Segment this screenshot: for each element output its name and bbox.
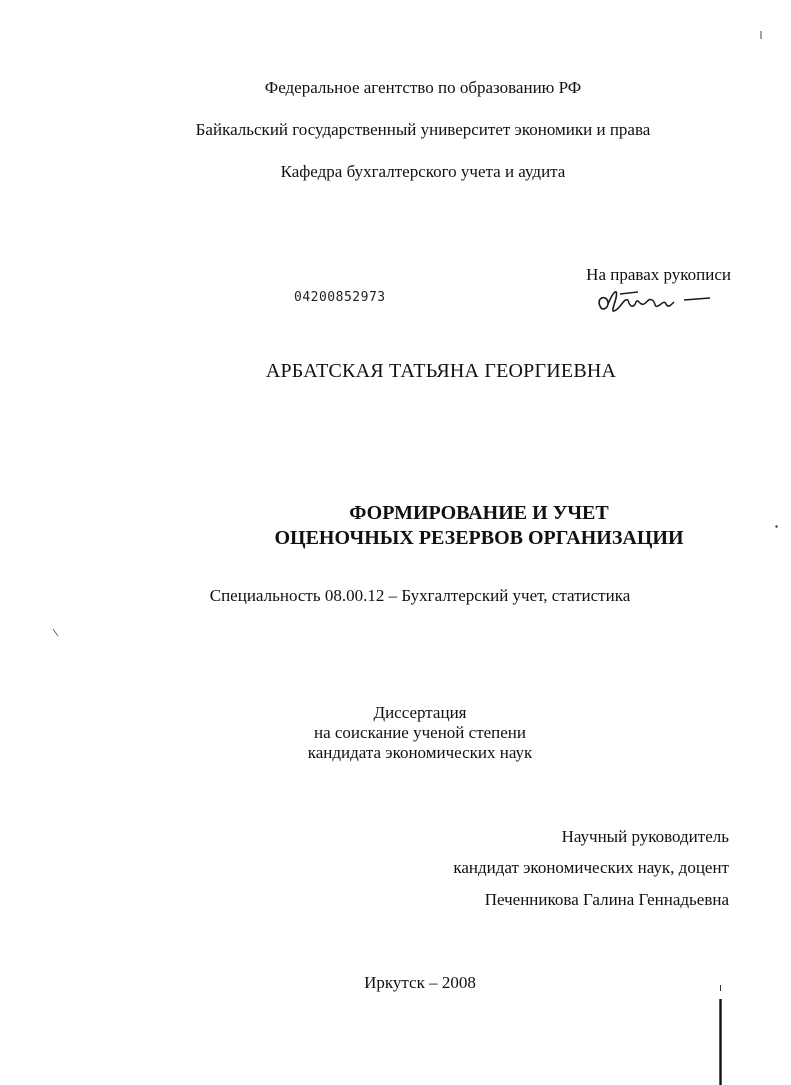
supervisor-degree: кандидат экономических наук, доцент xyxy=(453,858,729,877)
dissertation-title-line-1: ФОРМИРОВАНИЕ И УЧЕТ xyxy=(349,502,609,524)
dissertation-label: Диссертация xyxy=(373,703,467,722)
manuscript-rights-label: На правах рукописи xyxy=(586,265,731,284)
specialty-text: Специальность 08.00.12 – Бухгалтерский учет, статистика xyxy=(209,586,631,605)
author-name: АРБАТСКАЯ ТАТЬЯНА ГЕОРГИЕВНА xyxy=(265,360,617,382)
degree-purpose: на соискание ученой степени xyxy=(313,723,527,742)
supervisor-name: Печенникова Галина Геннадьевна xyxy=(484,890,729,909)
degree-name: кандидата экономических наук xyxy=(307,743,533,762)
department-name: Кафедра бухгалтерского учета и аудита xyxy=(280,162,566,181)
scan-edge-mark xyxy=(719,985,722,1085)
scan-speck-top xyxy=(759,30,763,40)
dissertation-title-line-2: ОЦЕНОЧНЫХ РЕЗЕРВОВ ОРГАНИЗАЦИИ xyxy=(274,527,684,549)
supervisor-label: Научный руководитель xyxy=(561,827,729,846)
city-year: Иркутск – 2008 xyxy=(364,973,476,992)
document-number: 04200852973 xyxy=(294,290,386,305)
handwritten-signature xyxy=(594,284,712,320)
ministry-name: Федеральное агентство по образованию РФ xyxy=(264,78,582,97)
scan-speck-right xyxy=(774,524,779,529)
scan-speck-left xyxy=(52,628,60,638)
university-name: Байкальский государственный университет экономики и права xyxy=(195,120,651,139)
